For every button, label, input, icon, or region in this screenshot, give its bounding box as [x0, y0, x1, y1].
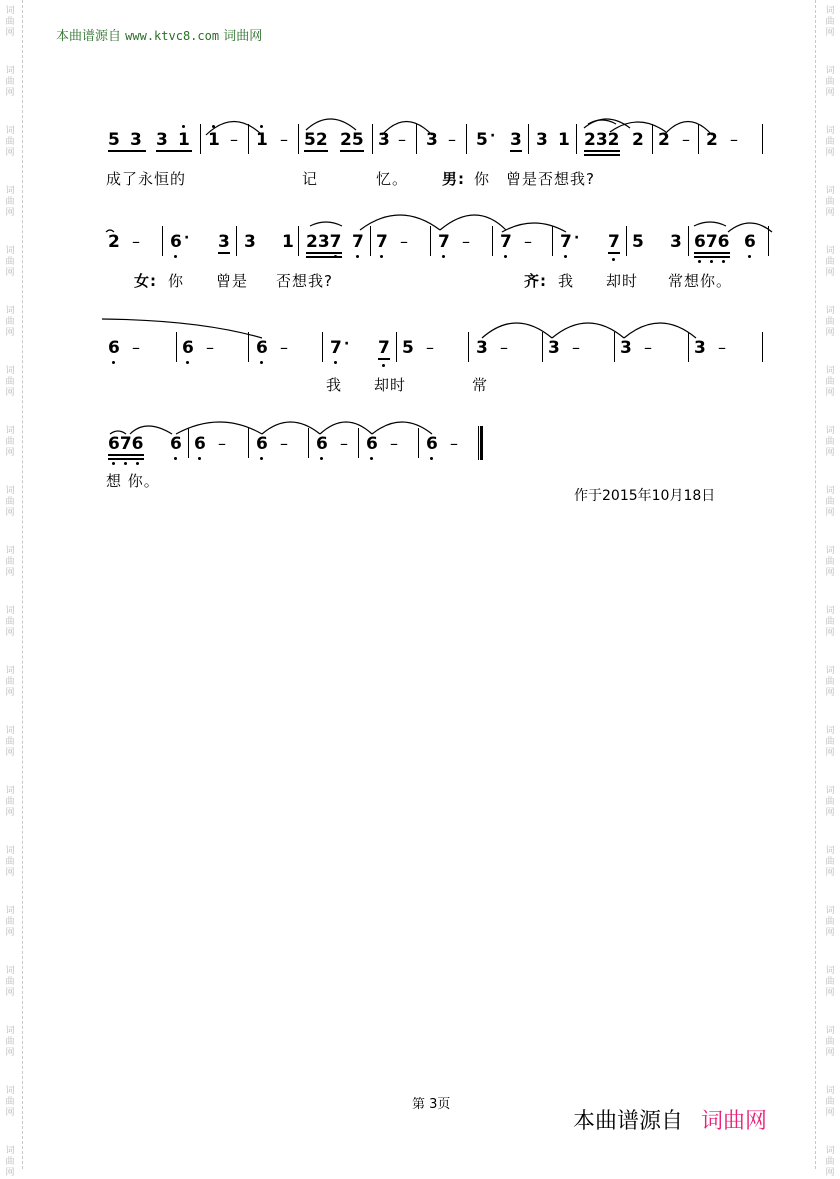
- lyric-2d: 我: [558, 272, 575, 290]
- lyric-2c: 否想我?: [276, 272, 333, 290]
- header-text-2: 词曲网: [223, 29, 263, 44]
- watermark-mark: 词 曲 网: [825, 1086, 835, 1118]
- lyric-1b: 记: [302, 170, 319, 188]
- watermark-mark: 词 曲 网: [5, 726, 15, 758]
- header-site-link[interactable]: www.ktvc8.com: [125, 29, 220, 43]
- watermark-mark: 词 曲 网: [825, 366, 835, 398]
- lyric-3c: 常: [472, 376, 489, 394]
- lyric-2f: 常想你。: [668, 272, 733, 290]
- watermark-mark: 词 曲 网: [5, 66, 15, 98]
- watermark-mark: 词 曲 网: [825, 1026, 835, 1058]
- watermark-column-left: [3, 0, 17, 1178]
- watermark-mark: 词 曲 网: [5, 966, 15, 998]
- watermark-mark: 词 曲 网: [5, 546, 15, 578]
- lyric-3a: 我: [326, 376, 343, 394]
- footer-brand: [573, 1104, 767, 1135]
- watermark-mark: 词 曲 网: [5, 786, 15, 818]
- watermark-mark: 词 曲 网: [5, 246, 15, 278]
- watermark-mark: 词 曲 网: [5, 606, 15, 638]
- lyric-4a: 想 你。: [106, 472, 160, 490]
- watermark-mark: 词 曲 网: [825, 66, 835, 98]
- watermark-mark: 词 曲 网: [825, 546, 835, 578]
- watermark-mark: 词 曲 网: [825, 486, 835, 518]
- watermark-mark: 词 曲 网: [825, 786, 835, 818]
- footer-brand-2[interactable]: 词曲网: [701, 1109, 768, 1134]
- watermark-mark: 词 曲 网: [5, 126, 15, 158]
- watermark-mark: 词 曲 网: [825, 726, 835, 758]
- watermark-mark: 词 曲 网: [5, 1146, 15, 1178]
- lyric-1e: 曾是否想我?: [506, 170, 595, 188]
- watermark-mark: 词 曲 网: [5, 186, 15, 218]
- watermark-mark: 词 曲 网: [825, 666, 835, 698]
- watermark-mark: 词 曲 网: [825, 126, 835, 158]
- header-source: [56, 25, 262, 44]
- watermark-mark: 词 曲 网: [825, 906, 835, 938]
- page-number: 第 3页: [412, 1097, 451, 1112]
- watermark-mark: 词 曲 网: [825, 186, 835, 218]
- header-text-1: 本曲谱源自: [56, 29, 122, 44]
- watermark-column-right: [823, 0, 837, 1178]
- watermark-mark: 词 曲 网: [5, 666, 15, 698]
- watermark-mark: 词 曲 网: [825, 6, 835, 38]
- watermark-mark: 词 曲 网: [825, 846, 835, 878]
- lyric-1a: 成了永恒的: [106, 170, 187, 188]
- lyric-1c: 忆。: [376, 170, 409, 188]
- footer-brand-1: 本曲谱源自: [573, 1109, 684, 1134]
- lyric-2-role1: 女:: [134, 272, 157, 290]
- lyrics-row-1: [106, 168, 186, 189]
- lyric-2e: 却时: [606, 272, 639, 290]
- lyric-2-role2: 齐:: [524, 272, 547, 290]
- watermark-mark: 词 曲 网: [825, 966, 835, 998]
- watermark-mark: 词 曲 网: [825, 606, 835, 638]
- watermark-mark: 词 曲 网: [5, 306, 15, 338]
- watermark-mark: 词 曲 网: [5, 1026, 15, 1058]
- lyric-1-role: 男:: [442, 170, 465, 188]
- watermark-mark: 词 曲 网: [825, 1146, 835, 1178]
- lyric-3b: 却时: [374, 376, 407, 394]
- composition-date: 作于2015年10月18日: [574, 488, 716, 504]
- watermark-mark: 词 曲 网: [5, 906, 15, 938]
- watermark-mark: 词 曲 网: [5, 846, 15, 878]
- lyric-2a: 你: [168, 272, 185, 290]
- watermark-mark: 词 曲 网: [825, 426, 835, 458]
- lyric-1d: 你: [474, 170, 491, 188]
- watermark-mark: 词 曲 网: [5, 426, 15, 458]
- watermark-mark: 词 曲 网: [825, 246, 835, 278]
- watermark-mark: 词 曲 网: [5, 366, 15, 398]
- watermark-mark: 词 曲 网: [5, 6, 15, 38]
- watermark-mark: 词 曲 网: [5, 486, 15, 518]
- watermark-mark: 词 曲 网: [5, 1086, 15, 1118]
- watermark-mark: 词 曲 网: [825, 306, 835, 338]
- lyric-2b: 曾是: [216, 272, 249, 290]
